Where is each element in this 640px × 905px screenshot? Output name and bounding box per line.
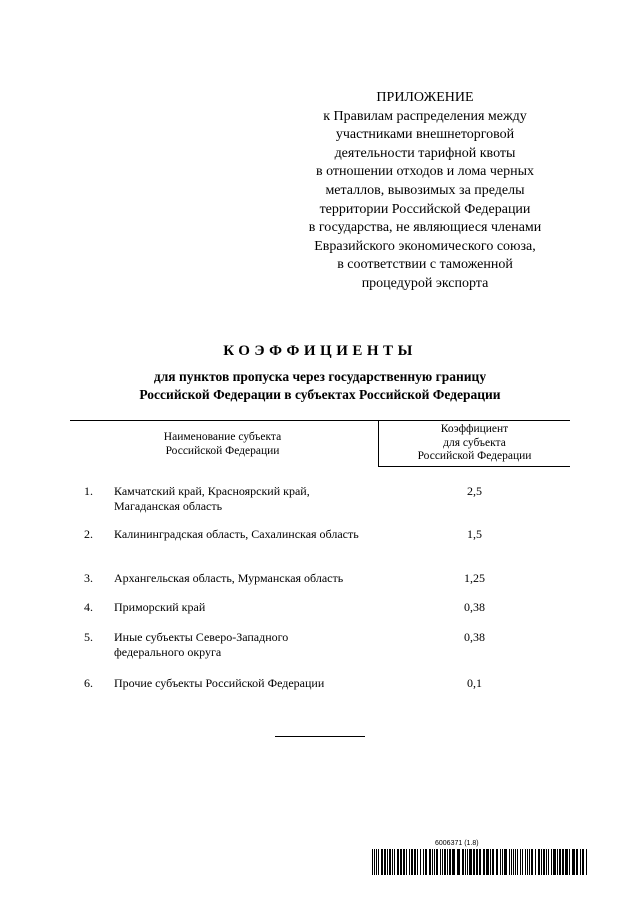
barcode-bar [442,849,443,875]
barcode-bar [565,849,568,875]
barcode-bar [447,849,448,875]
row-coefficient: 2,5 [467,484,482,498]
barcode-bar [434,849,435,875]
header-coefficient-column: Коэффициент для субъекта Российской Федерации [417,423,532,462]
barcode-bar [576,849,578,875]
appendix-line: в соответствии с таможенной [337,257,513,273]
barcode-bar [572,849,575,875]
barcode-bar [580,849,581,875]
appendix-line: территории Российской Федерации [319,201,531,217]
barcode-bar [582,849,584,875]
appendix-line: деятельности тарифной квоты [334,145,516,161]
barcode-bar [529,849,530,875]
barcode-bar [440,849,441,875]
barcode-bar [449,849,451,875]
row-subject: Приморский край [114,600,206,614]
barcode-bar [502,849,503,875]
row-coefficient: 1,5 [467,527,482,541]
barcode [372,849,590,875]
barcode-bar [517,849,518,875]
barcode-bar [513,849,514,875]
barcode-bar [520,849,521,875]
barcode-bar [429,849,431,875]
row-number: 4. [84,600,93,614]
appendix-line: металлов, вывозимых за пределы [325,182,525,198]
appendix-line: Евразийского экономического союза, [314,238,536,254]
row-subject: Иные субъекты Северо-Западного федерального округа [114,630,289,659]
appendix-line: участниками внешнеторговой [335,127,515,143]
row-number: 6. [84,676,93,690]
barcode-bar [469,849,472,875]
barcode-bar [522,849,523,875]
barcode-bar [384,849,386,875]
barcode-bar [504,849,507,875]
barcode-bar [476,849,478,875]
document-subtitle [0,368,640,404]
barcode-bar [509,849,510,875]
row-coefficient: 0,38 [464,630,485,644]
barcode-bar [467,849,468,875]
row-number: 5. [84,630,93,644]
row-coefficient: 0,1 [467,676,482,690]
barcode-bar [457,849,460,875]
barcode-bar [553,849,556,875]
document-code: 6006371 (1.8) [435,840,479,847]
barcode-bar [546,849,547,875]
barcode-bar [387,849,388,875]
barcode-bar [496,849,498,875]
barcode-bar [535,849,536,875]
barcode-bar [531,849,533,875]
appendix-line: в государства, не являющиеся членами [308,220,542,236]
barcode-bar [423,849,424,875]
barcode-bar [479,849,481,875]
barcode-bar [394,849,395,875]
row-coefficient: 1,25 [464,571,485,585]
barcode-bar [557,849,558,875]
barcode-bar [492,849,494,875]
appendix-block [280,89,570,294]
appendix-line: в отношении отходов и лома черных [315,164,535,180]
barcode-bar [381,849,383,875]
barcode-bar [543,849,545,875]
barcode-bar [483,849,485,875]
barcode-bar [411,849,413,875]
barcode-bar [490,849,491,875]
barcode-bar [473,849,475,875]
barcode-bar [515,849,516,875]
barcode-bar [511,849,512,875]
barcode-bar [409,849,410,875]
barcode-bar [392,849,393,875]
barcode-bar [372,849,373,875]
subtitle-line-1: для пунктов пропуска через государственную границу [153,369,487,384]
barcode-bar [500,849,501,875]
barcode-bar [376,849,377,875]
barcode-bar [444,849,446,875]
row-number: 1. [84,484,93,498]
subtitle-line-2: Российской Федерации в субъектах Российской Федерации [139,387,501,402]
row-subject: Прочие субъекты Российской Федерации [114,676,325,690]
barcode-bar [562,849,564,875]
barcode-bar [569,849,570,875]
barcode-bar [414,849,416,875]
barcode-bar [462,849,464,875]
barcode-bar [403,849,405,875]
row-subject: Калининградская область, Сахалинская область [114,527,359,541]
coefficients-table [70,420,570,690]
barcode-bar [420,849,421,875]
barcode-bar [527,849,528,875]
barcode-bar [548,849,549,875]
barcode-bar [559,849,561,875]
barcode-bar [538,849,540,875]
appendix-heading: ПРИЛОЖЕНИЕ [376,90,474,105]
barcode-bar [425,849,427,875]
barcode-bar [400,849,402,875]
barcode-bar [525,849,526,875]
barcode-bar [389,849,391,875]
row-number: 3. [84,571,93,585]
barcode-bar [452,849,455,875]
barcode-bar [417,849,418,875]
table-header [70,420,570,467]
barcode-bar [486,849,489,875]
header-underline [379,466,570,467]
barcode-bar [465,849,466,875]
barcode-bar [406,849,407,875]
header-subject-column: Наименование субъекта Российской Федерации [163,431,282,457]
appendix-line: процедурой экспорта [361,275,489,291]
row-subject: Камчатский край, Красноярский край, Магаданская область [114,484,310,513]
barcode-bar [397,849,399,875]
end-separator [275,736,365,737]
row-coefficient: 0,38 [464,600,485,614]
barcode-bar [374,849,375,875]
document-title: КОЭФФИЦИЕНТЫ [223,343,417,359]
barcode-bar [436,849,438,875]
appendix-line: к Правилам распределения между [323,108,527,124]
barcode-bar [378,849,379,875]
barcode-bar [432,849,433,875]
barcode-bar [586,849,587,875]
barcode-bar [541,849,542,875]
row-subject: Архангельская область, Мурманская область [114,571,344,585]
row-number: 2. [84,527,93,541]
barcode-bar [551,849,552,875]
